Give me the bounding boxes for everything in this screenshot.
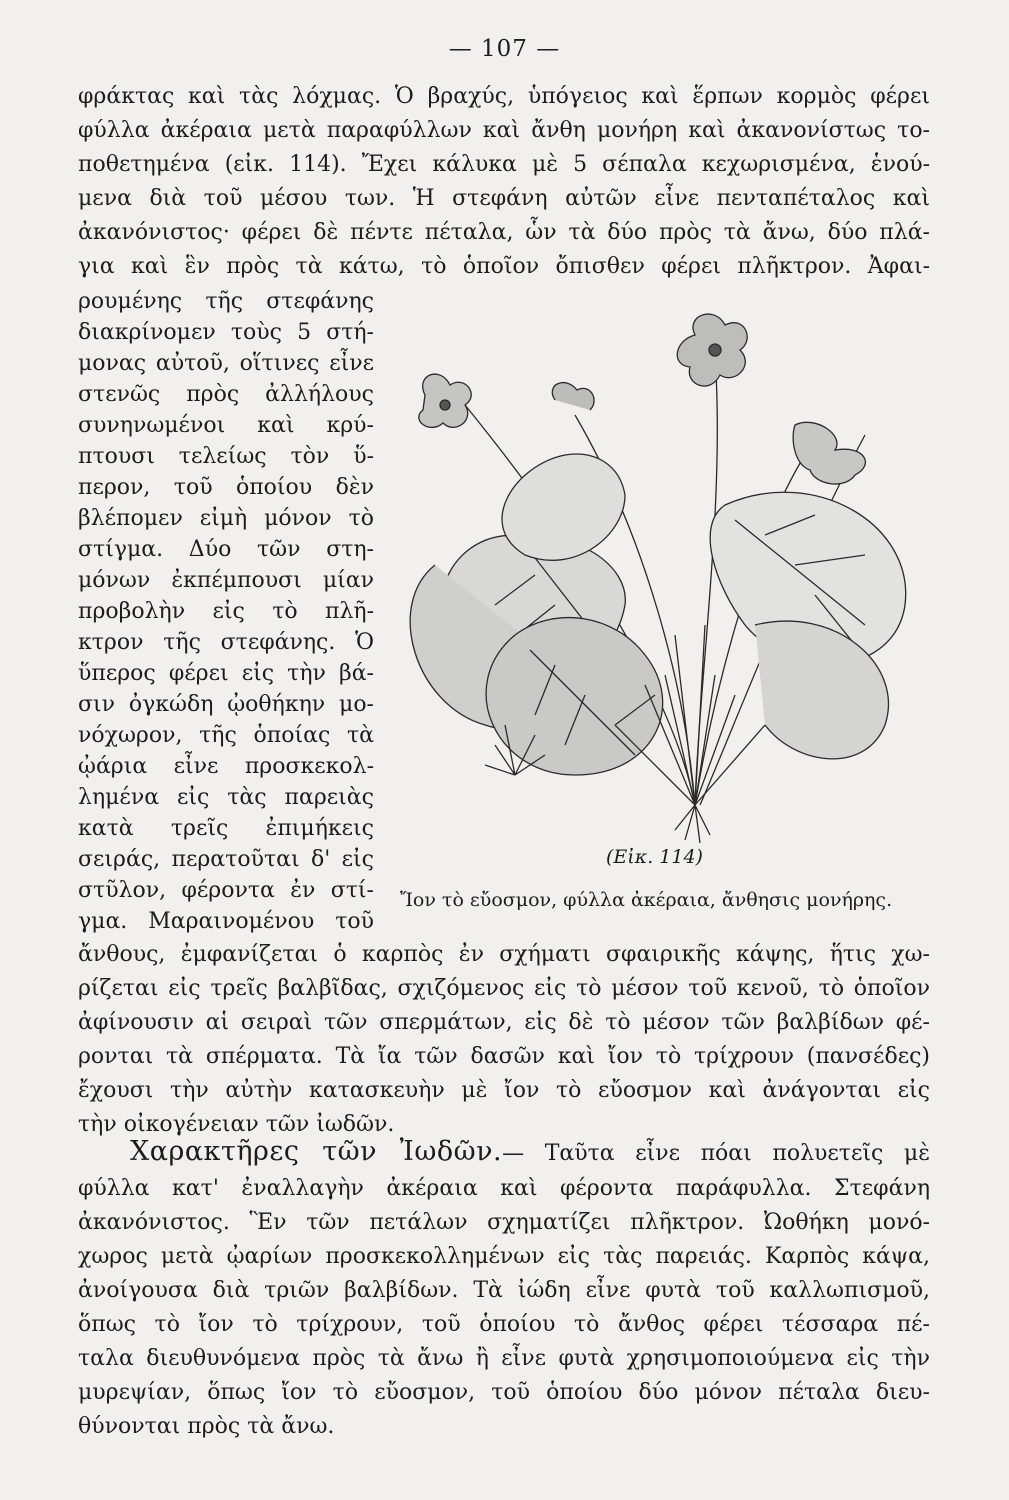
text-line: πτουσι τελείως τὸν ὕ- bbox=[78, 444, 374, 469]
text-line: στενῶς πρὸς ἀλλήλους bbox=[78, 382, 374, 407]
text-line: διακρίνομεν τοὺς 5 στή- bbox=[78, 320, 374, 345]
text-line: τὴν οἰκογένειαν τῶν ἰωδῶν. bbox=[78, 1112, 395, 1137]
text-line: ἀκανόνιστος· φέρει δὲ πέντε πέταλα, ὧν τὰ δύο πρὸς τὰ ἄνω, δύο πλά- bbox=[78, 220, 930, 245]
text-line: για καὶ ἓν πρὸς τὰ κάτω, τὸ ὁποῖον ὄπισθεν φέρει πλῆκτρον. Ἀφαι- bbox=[78, 254, 930, 279]
text-line: μυρεψίαν, ὅπως ἴον τὸ εὔοσμον, τοῦ ὁποίου δύο μόνον πέταλα διευ- bbox=[78, 1380, 930, 1405]
text-line: χωρος μετὰ ᾠαρίων προσκεκολλημένων εἰς τὰς παρειάς. Καρπὸς κάψα, bbox=[78, 1244, 930, 1269]
section-heading-rest: — Ταῦτα εἶνε πόαι πολυετεῖς μὲ bbox=[502, 1141, 930, 1166]
violet-plant-illustration bbox=[395, 305, 950, 845]
section-heading-line bbox=[130, 1132, 930, 1172]
text-line: ρουμένης τῆς στεφάνης bbox=[78, 289, 374, 314]
text-line: γμα. Μαραινομένου τοῦ bbox=[78, 909, 374, 934]
text-line: βλέπομεν εἰμὴ μόνον τὸ bbox=[78, 506, 374, 531]
text-line: κτρον τῆς στεφάνης. Ὁ bbox=[78, 630, 374, 655]
text-line: περον, τοῦ ὁποίου δὲν bbox=[78, 475, 374, 500]
text-line: ἔχουσι τὴν αὐτὴν κατασκευὴν μὲ ἴον τὸ εὔοσμον καὶ ἀνάγονται εἰς bbox=[78, 1078, 930, 1103]
text-line: μονας αὐτοῦ, οἵτινες εἶνε bbox=[78, 351, 374, 376]
text-line: σειράς, περατοῦται δ' εἰς bbox=[78, 847, 374, 872]
section-heading: Χαρακτῆρες τῶν Ἰωδῶν. bbox=[130, 1136, 503, 1167]
text-line: ᾠάρια εἶνε προσκεκολ- bbox=[78, 754, 374, 779]
figure-label: (Εἰκ. 114) bbox=[606, 846, 703, 868]
text-line: φύλλα ἀκέραια μετὰ παραφύλλων καὶ ἄνθη μονήρη καὶ ἀκανονίστως το- bbox=[78, 118, 930, 143]
text-line: ρίζεται εἰς τρεῖς βαλβῖδας, σχιζόμενος εἰς τὸ μέσον τοῦ κενοῦ, τὸ ὁποῖον bbox=[78, 976, 930, 1001]
text-line: ἀφίνουσιν αἱ σειραὶ τῶν σπερμάτων, εἰς δὲ τὸ μέσον τῶν βαλβίδων φέ- bbox=[78, 1010, 930, 1035]
text-line: ἀνοίγουσα διὰ τριῶν βαλβίδων. Τὰ ἰώδη εἶνε φυτὰ τοῦ καλλωπισμοῦ, bbox=[78, 1278, 930, 1303]
text-line: στίγμα. Δύο τῶν στη- bbox=[78, 537, 374, 562]
text-line: ὅπως τὸ ἴον τὸ τρίχρουν, τοῦ ὁποίου τὸ ἄνθος φέρει τέσσαρα πέ- bbox=[78, 1312, 930, 1337]
page-number: — 107 — bbox=[448, 36, 561, 62]
text-line: συνηνωμένοι καὶ κρύ- bbox=[78, 413, 374, 438]
text-line: νόχωρον, τῆς ὁποίας τὰ bbox=[78, 723, 374, 748]
text-line: κατὰ τρεῖς ἐπιμήκεις bbox=[78, 816, 374, 841]
text-line: λημένα εἰς τὰς παρειὰς bbox=[78, 785, 374, 810]
text-line: στῦλον, φέροντα ἐν στί- bbox=[78, 878, 374, 903]
text-line: ἄνθους, ἐμφανίζεται ὁ καρπὸς ἐν σχήματι σφαιρικῆς κάψης, ἥτις χω- bbox=[78, 942, 930, 967]
text-line: προβολὴν εἰς τὸ πλῆ- bbox=[78, 599, 374, 624]
text-line: ρονται τὰ σπέρματα. Τὰ ἴα τῶν δασῶν καὶ ἴον τὸ τρίχρουν (πανσέδες) bbox=[78, 1044, 930, 1069]
text-line: μενα διὰ τοῦ μέσου των. Ἡ στεφάνη αὐτῶν εἶνε πενταπέταλος καὶ bbox=[78, 186, 930, 211]
text-line: φύλλα κατ' ἐναλλαγὴν ἀκέραια καὶ φέροντα παράφυλλα. Στεφάνη bbox=[78, 1176, 930, 1201]
text-line: μόνων ἐκπέμπουσι μίαν bbox=[78, 568, 374, 593]
text-line: ἀκανόνιστος. Ἓν τῶν πετάλων σχηματίζει πλῆκτρον. Ὠοθήκη μονό- bbox=[78, 1210, 930, 1235]
text-line: ποθετημένα (εἰκ. 114). Ἔχει κάλυκα μὲ 5 σέπαλα κεχωρισμένα, ἑνού- bbox=[78, 152, 930, 177]
text-line: θύνονται πρὸς τὰ ἄνω. bbox=[78, 1414, 335, 1439]
text-line: ταλα διευθυνόμενα πρὸς τὰ ἄνω ἢ εἶνε φυτὰ χρησιμοποιούμενα εἰς τὴν bbox=[78, 1346, 930, 1371]
figure-caption: Ἴον τὸ εὔοσμον, φύλλα ἀκέραια, ἄνθησις μονήρης. bbox=[400, 889, 893, 911]
text-line: φράκτας καὶ τὰς λόχμας. Ὁ βραχύς, ὑπόγειος καὶ ἕρπων κορμὸς φέρει bbox=[78, 84, 930, 109]
text-line: ὕπερος φέρει εἰς τὴν βά- bbox=[78, 661, 374, 686]
text-line: σιν ὀγκώδη ᾠοθήκην μο- bbox=[78, 692, 374, 717]
